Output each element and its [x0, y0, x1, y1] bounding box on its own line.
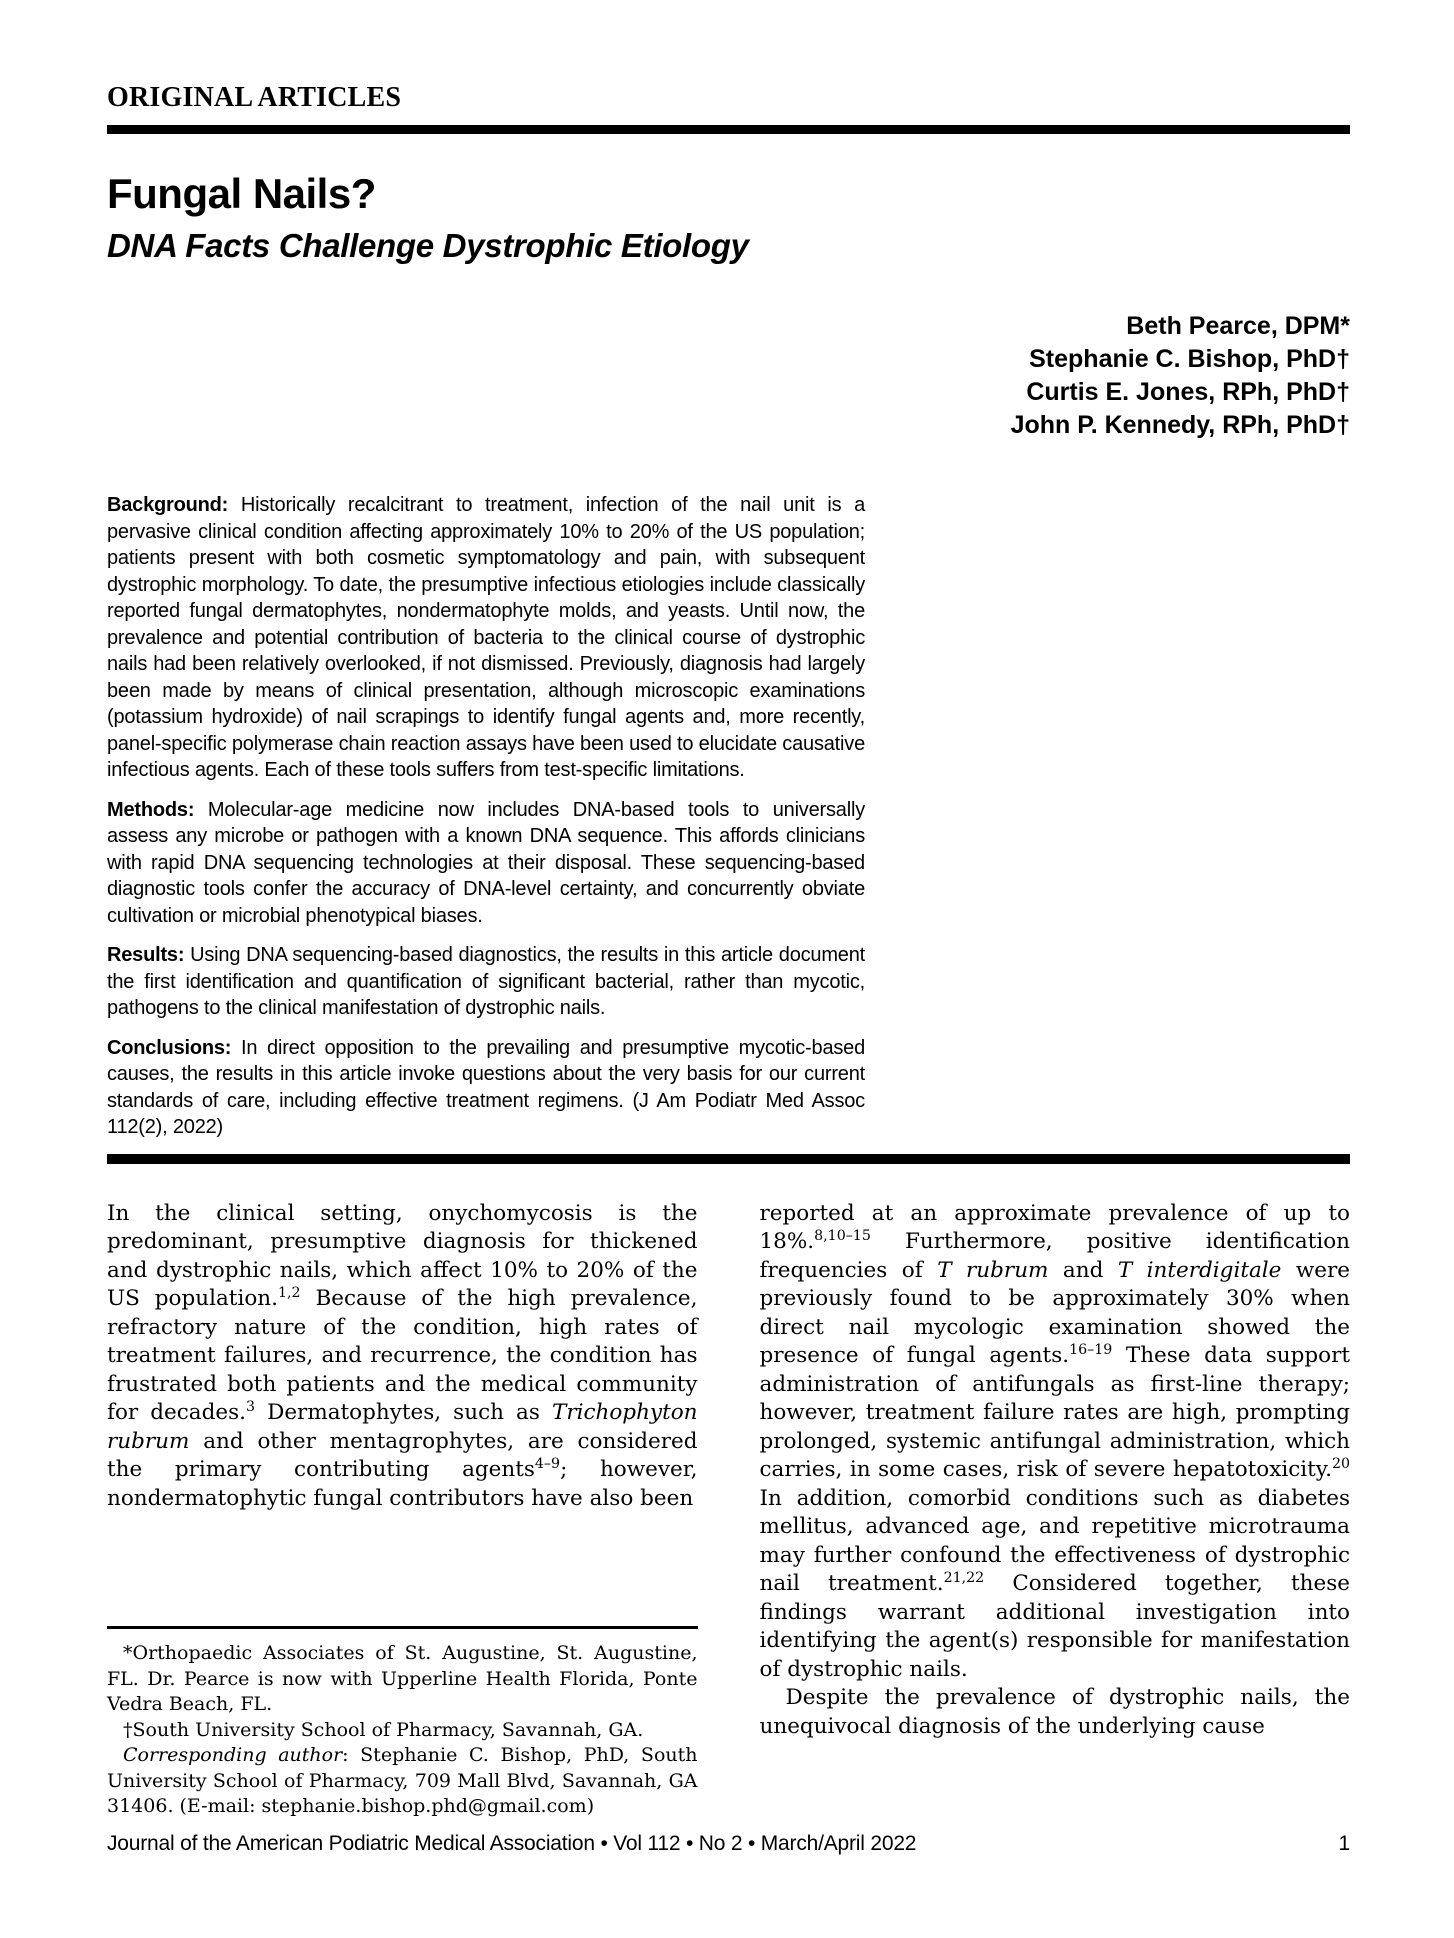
- author-name-1: Beth Pearce, DPM*: [1126, 312, 1350, 340]
- footnote-rule: [107, 1626, 698, 1629]
- author-name-4: John P. Kennedy, RPh, PhD†: [1010, 411, 1350, 439]
- page-number: 1: [1338, 1832, 1350, 1855]
- body-columns: [107, 1200, 1350, 1820]
- abstract-methods-label: Methods:: [107, 798, 195, 821]
- abstract-results-label: Results:: [107, 944, 185, 966]
- abstract-background: [107, 492, 865, 784]
- footnote-affiliation-1: *Orthopaedic Associates of St. Augustine, St. Augustine, FL. Dr. Pearce is now with Upperline Health Florida, Ponte Vedra Beach, FL.: [107, 1642, 698, 1715]
- footnote-corresponding-author: Corresponding author: Stephanie C. Bishop, PhD, South University School of Pharmacy, 709 Mall Blvd, Savannah, GA 31406. (E-mail: stephanie.bishop.phd@gmail.com): [107, 1744, 698, 1817]
- abstract: [107, 492, 865, 1141]
- journal-citation: Journal of the American Podiatric Medical Association • Vol 112 • No 2 • March/April 2022: [107, 1832, 917, 1855]
- abstract-methods-text: Molecular-age medicine now includes DNA-based tools to universally assess any microbe or pathogen with a known DNA sequence. This affords clinicians with rapid DNA sequencing technologies at their disposal. These sequencing-based diagnostic tools confer the accuracy of DNA-level certainty, and concurrently obviate cultivation or microbial phenotypical biases.: [107, 798, 866, 927]
- page-header: [107, 84, 1350, 134]
- article-title: Fungal Nails?: [107, 170, 376, 217]
- abstract-results-text: Using DNA sequencing-based diagnostics, the results in this article document the first identification and quantification of significant bacterial, rather than mycotic, pathogens to the clinical manifestation of dystrophic nails.: [107, 944, 866, 1019]
- abstract-background-text: Historically recalcitrant to treatment, infection of the nail unit is a pervasive clinical condition affecting approximately 10% to 20% of the US population; patients present with both cosmetic symptomatology and pain, with subsequent dystrophic morphology. To date, the presumptive infectious etiologies include classically reported fungal dermatophytes, nondermatophyte molds, and yeasts. Until now, the prevalence and potential contribution of bacteria to the clinical course of dystrophic nails had been relatively overlooked, if not dismissed. Previously, diagnosis had largely been made by means of clinical presentation, although microscopic examinations (potassium hydroxide) of nail scrapings to identify fungal agents and, more recently, panel-specific polymerase chain reaction assays have been used to elucidate causative infectious agents. Each of these tools suffers from test-specific limitations.: [107, 494, 866, 781]
- author-list: [107, 310, 1350, 442]
- second-paragraph: Despite the prevalence of dystrophic nails, the unequivocal diagnosis of the underlying cause: [759, 1685, 1350, 1739]
- page-footer: [107, 1832, 1350, 1856]
- continuation-paragraph: reported at an approximate prevalence of up to 18%.$^{8,10-15}$ Furthermore, positive identification frequencies of T rubrum and T interdigitale were previously found to be approximately 30% when direct nail mycologic examination showed the presence of fungal agents.$^{16-19}$ These data support administration of antifungals as first-line therapy; however, treatment failure rates are high, prompting prolonged, systemic antifungal administration, which carries, in some cases, risk of severe hepatotoxicity.$^{20}$ In addition, comorbid conditions such as diabetes mellitus, advanced age, and repetitive microtrauma may further confound the effectiveness of dystrophic nail treatment.$^{21,22}$ Considered together, these findings warrant additional investigation into identifying the agent(s) responsible for manifestation of dystrophic nails.: [759, 1200, 1350, 1682]
- author-name-2: Stephanie C. Bishop, PhD†: [1029, 345, 1350, 373]
- footnote-affiliation-2: †South University School of Pharmacy, Savannah, GA.: [123, 1718, 644, 1741]
- abstract-results: [107, 942, 865, 1022]
- abstract-conclusions: [107, 1035, 865, 1141]
- abstract-divider-rule: [107, 1154, 1350, 1164]
- section-kicker: ORIGINAL ARTICLES: [107, 82, 402, 113]
- article-subtitle: DNA Facts Challenge Dystrophic Etiology: [107, 227, 749, 264]
- abstract-conclusions-text: In direct opposition to the prevailing and presumptive mycotic-based causes, the results in this article invoke questions about the very basis for our current standards of care, including effective treatment regimens. (J Am Podiatr Med Assoc 112(2), 2022): [107, 1036, 866, 1138]
- left-column: [107, 1200, 698, 1820]
- intro-paragraph: In the clinical setting, onychomycosis is the predominant, presumptive diagnosis for thickened and dystrophic nails, which affect 10% to 20% of the US population.$^{1,2}$ Because of the high prevalence, refractory nature of the condition, high rates of treatment failures, and recurrence, the condition has frustrated both patients and the medical community for decades.$^3$ Dermatophytes, such as Trichophyton rubrum and other mentagrophytes, are considered the primary contributing agents$^{4-9}$; however, nondermatophytic fungal contributors have also been: [107, 1200, 698, 1511]
- author-name-3: Curtis E. Jones, RPh, PhD†: [1026, 378, 1350, 406]
- right-column: [760, 1200, 1351, 1820]
- footnotes: [107, 1626, 698, 1820]
- abstract-background-label: Background:: [107, 494, 229, 516]
- abstract-methods: [107, 797, 865, 930]
- header-rule: [107, 125, 1350, 134]
- abstract-conclusions-label: Conclusions:: [107, 1036, 232, 1059]
